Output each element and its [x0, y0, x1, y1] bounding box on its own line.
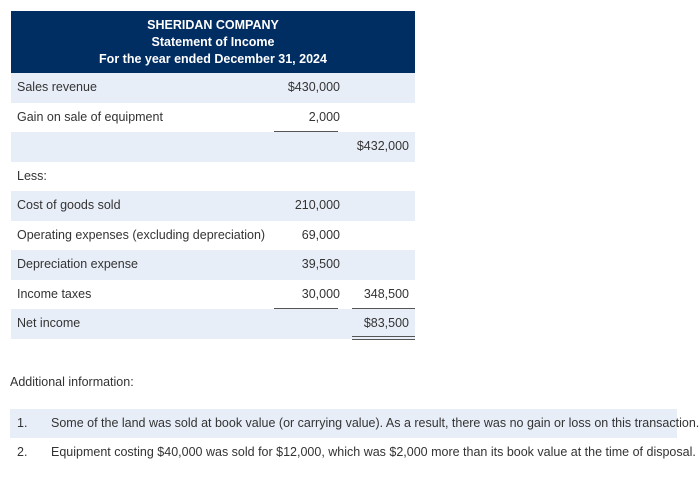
row-amount: 210,000 — [294, 198, 340, 212]
statement-title: Statement of Income — [151, 35, 275, 49]
row-label: Gain on sale of equipment — [17, 109, 163, 124]
list-item — [10, 409, 700, 438]
income-statement — [11, 11, 415, 339]
row-label: Income taxes — [17, 286, 92, 301]
row-opex — [11, 221, 415, 251]
list-item-number: 1. — [17, 416, 28, 430]
row-gain-on-sale — [11, 103, 415, 133]
double-underline — [352, 336, 415, 340]
row-label: Less: — [17, 168, 47, 183]
list-item-text: Equipment costing $40,000 was sold for $12,000, which was $2,000 more than its book value at the time of disposal. — [51, 445, 696, 459]
statement-header — [11, 11, 415, 73]
row-amount: 69,000 — [301, 227, 340, 242]
row-cogs — [11, 191, 415, 221]
row-subtotal — [11, 132, 415, 162]
row-amount: 30,000 — [301, 286, 340, 301]
row-total: $432,000 — [356, 139, 409, 153]
row-label: Depreciation expense — [17, 257, 138, 271]
row-depreciation — [11, 250, 415, 280]
row-amount: 2,000 — [308, 109, 340, 124]
list-item-text: Some of the land was sold at book value (or carrying value). As a result, there was no gain or loss on this transaction. — [51, 416, 700, 430]
row-label: Cost of goods sold — [17, 198, 121, 212]
list-item-number: 2. — [17, 445, 28, 459]
row-net-income — [11, 309, 415, 339]
additional-info-list — [10, 409, 700, 467]
row-sales-revenue — [11, 73, 415, 103]
row-total: 348,500 — [363, 286, 409, 301]
row-label: Operating expenses (excluding depreciation) — [17, 227, 266, 242]
list-item — [10, 438, 696, 467]
row-total: $83,500 — [363, 316, 409, 330]
company-name: SHERIDAN COMPANY — [147, 18, 279, 32]
row-label: Sales revenue — [17, 80, 97, 94]
row-amount: 39,500 — [301, 257, 340, 271]
additional-info-heading: Additional information: — [10, 375, 134, 389]
row-amount: $430,000 — [287, 80, 340, 94]
statement-period: For the year ended December 31, 2024 — [99, 52, 327, 66]
row-label: Net income — [17, 316, 81, 330]
row-less — [11, 162, 415, 192]
row-income-taxes — [11, 280, 415, 310]
